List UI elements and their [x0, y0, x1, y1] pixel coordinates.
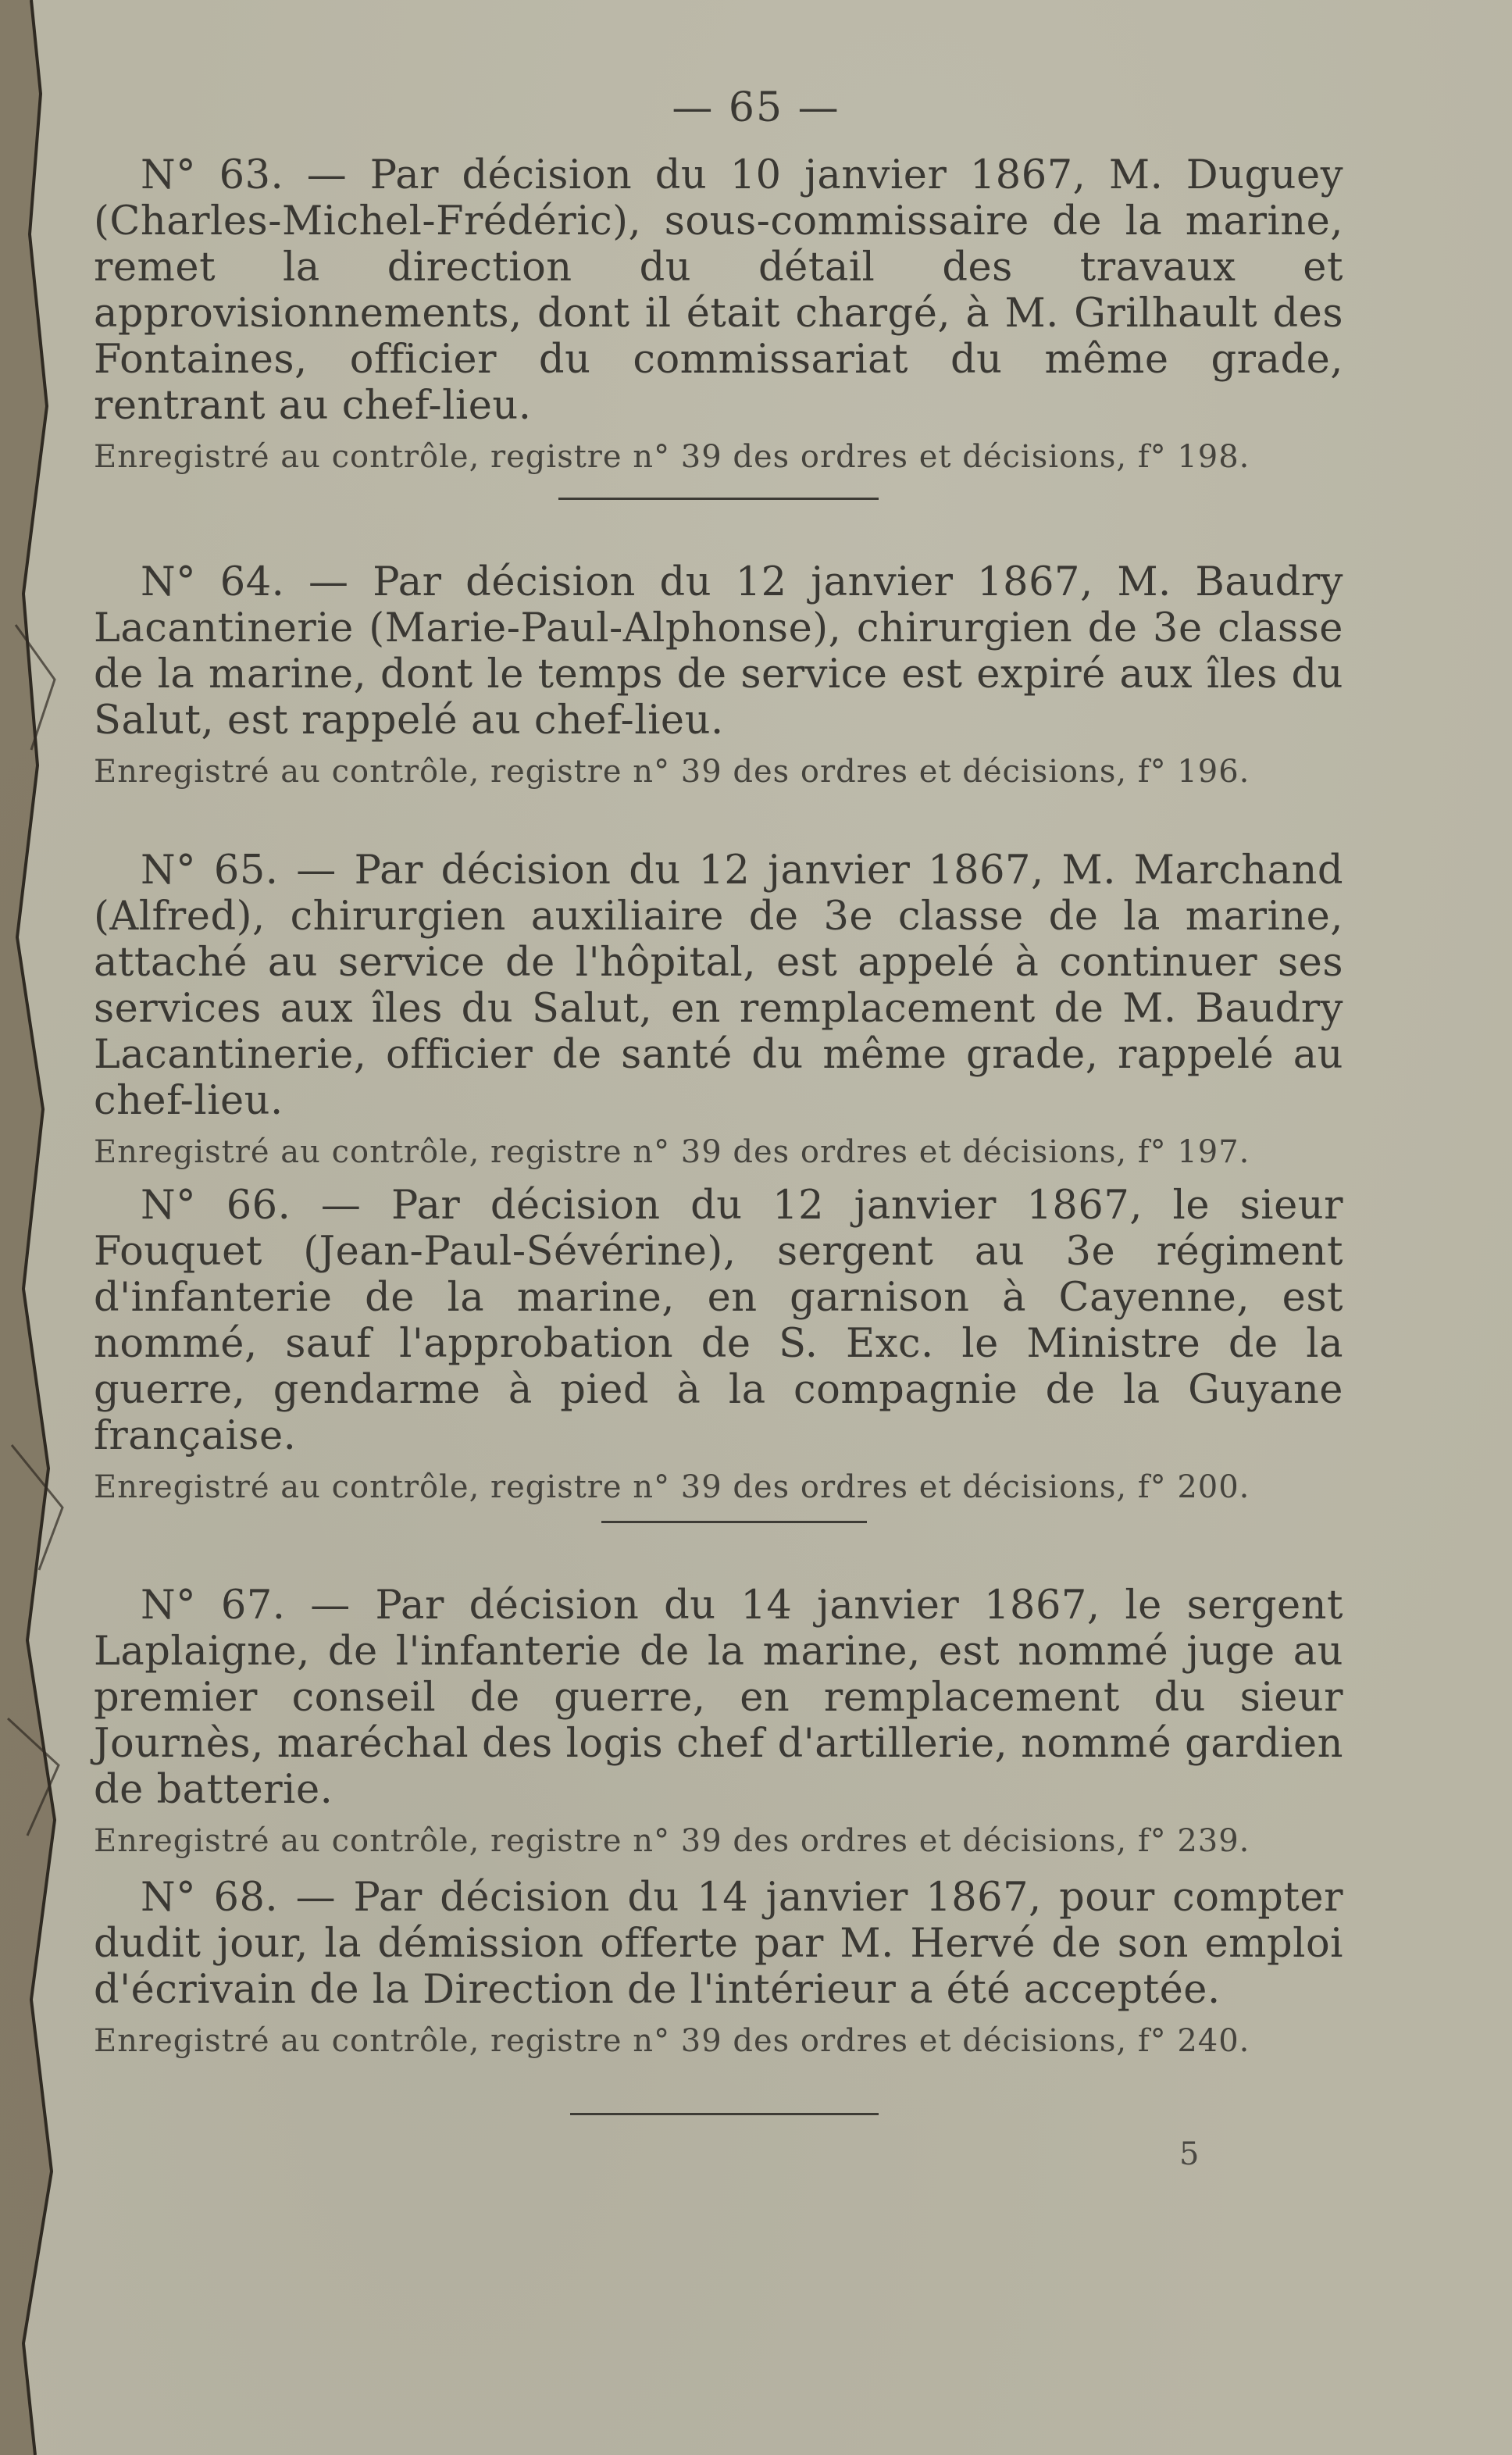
decision-text: N° 64. — Par décision du 12 janvier 1867, M. Baudry Lacantinerie (Marie-Paul-Alphonse), chirurgien de 3e classe de la marine, dont le temps de service est expiré aux îles du Salut, est rappelé au chef-lieu. — [94, 559, 1343, 744]
register-note: Enregistré au contrôle, registre n° 39 des ordres et décisions, f° 196. — [94, 754, 1250, 790]
register-note: Enregistré au contrôle, registre n° 39 des ordres et décisions, f° 240. — [94, 2023, 1250, 2059]
register-note: Enregistré au contrôle, registre n° 39 des ordres et décisions, f° 200. — [94, 1469, 1250, 1505]
decision-entry-66 — [94, 1183, 1343, 1506]
decision-entry-67 — [94, 1583, 1343, 1860]
decision-text: N° 65. — Par décision du 12 janvier 1867, M. Marchand (Alfred), chirurgien auxiliaire de 3e classe de la marine, attaché au service de l'hôpital, est appelé à continuer ses services aux îles du Salut, en remplacement de M. Baudry Lacantinerie, officier de santé du même grade, rappelé au chef-lieu. — [94, 847, 1343, 1124]
section-divider — [570, 2113, 879, 2115]
decision-text: N° 68. — Par décision du 14 janvier 1867, pour compter dudit jour, la démission offerte par M. Hervé de son emploi d'écrivain de la Direction de l'intérieur a été acceptée. — [94, 1875, 1343, 2013]
signature-mark: 5 — [1179, 2136, 1200, 2172]
decision-entry-65 — [94, 847, 1343, 1171]
section-divider — [601, 1521, 867, 1523]
decision-entry-64 — [94, 559, 1343, 790]
register-note: Enregistré au contrôle, registre n° 39 des ordres et décisions, f° 239. — [94, 1823, 1250, 1859]
page-number: — 65 — — [672, 84, 840, 131]
decision-text: N° 66. — Par décision du 12 janvier 1867, le sieur Fouquet (Jean-Paul-Sévérine), sergent au 3e régiment d'infanterie de la marine, en garnison à Cayenne, est nommé, sauf l'approbation de S. Exc. le Ministre de la guerre, gendarme à pied à la compagnie de la Guyane française. — [94, 1183, 1343, 1459]
decision-entry-68 — [94, 1875, 1343, 2060]
register-note: Enregistré au contrôle, registre n° 39 des ordres et décisions, f° 197. — [94, 1134, 1250, 1170]
decision-text: N° 67. — Par décision du 14 janvier 1867, le sergent Laplaigne, de l'infanterie de la marine, est nommé juge au premier conseil de guerre, en remplacement du sieur Journès, maréchal des logis chef d'artillerie, nommé gardien de batterie. — [94, 1583, 1343, 1813]
decision-text: N° 63. — Par décision du 10 janvier 1867, M. Duguey (Charles-Michel-Frédéric), sous-commissaire de la marine, remet la direction du détail des travaux et approvisionnements, dont il était chargé, à M. Grilhault des Fontaines, officier du commissariat du même grade, rentrant au chef-lieu. — [94, 152, 1343, 429]
section-divider — [558, 498, 879, 500]
register-note: Enregistré au contrôle, registre n° 39 des ordres et décisions, f° 198. — [94, 439, 1250, 475]
decision-entry-63 — [94, 152, 1343, 476]
